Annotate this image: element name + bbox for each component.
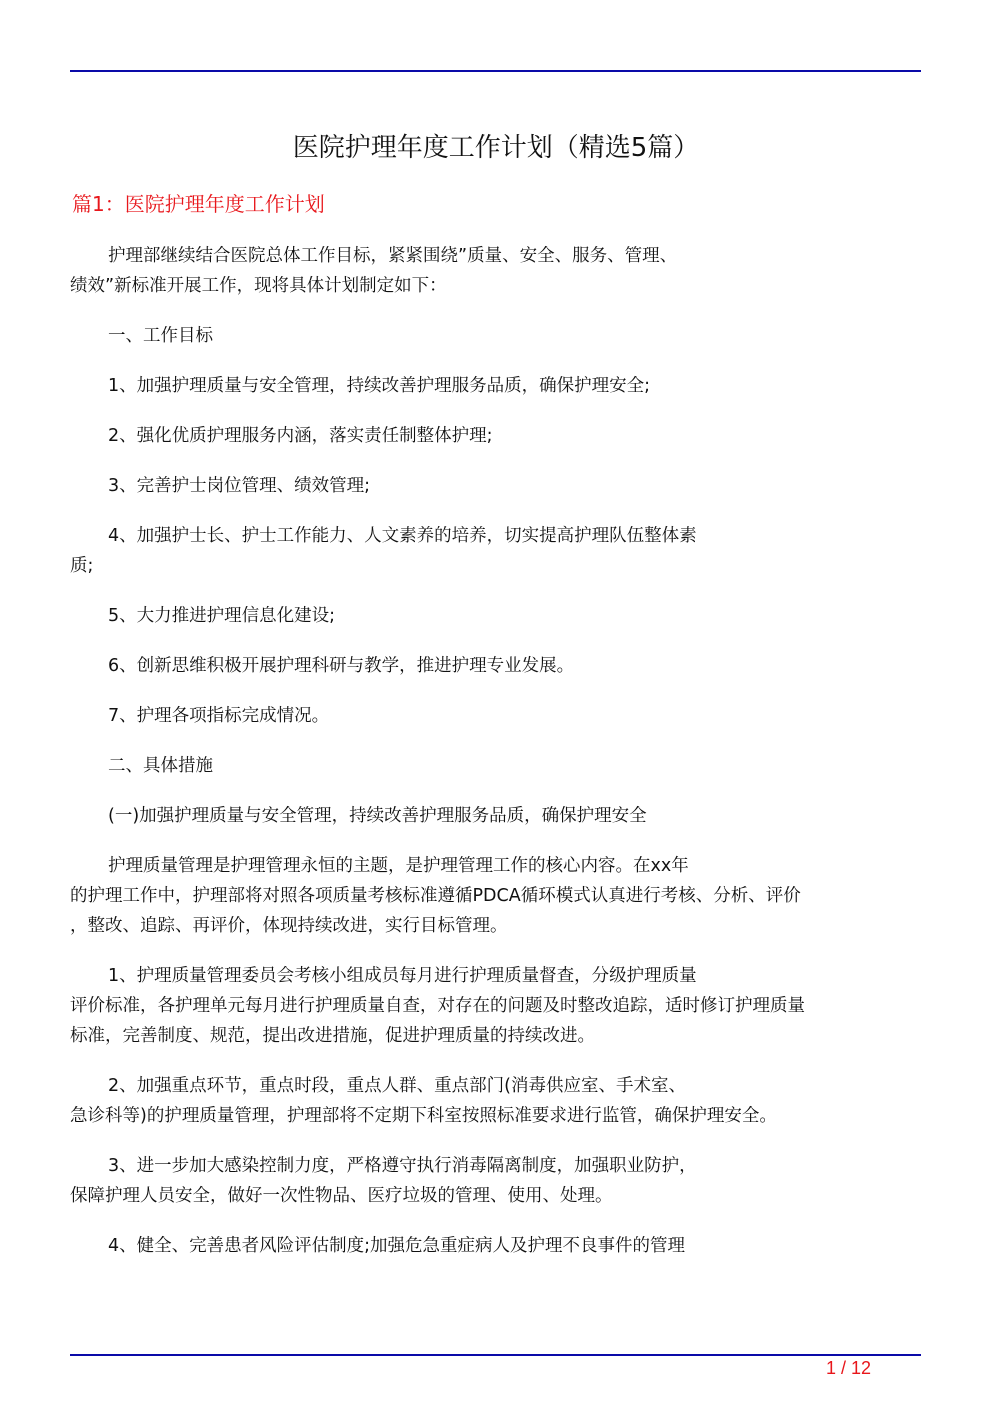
- paragraph-line: 5、大力推进护理信息化建设;: [108, 606, 336, 626]
- document-body: [70, 241, 921, 1281]
- paragraph-line: 2、强化优质护理服务内涵，落实责任制整体护理;: [108, 426, 493, 446]
- paragraph: [70, 961, 921, 1051]
- paragraph: [70, 851, 921, 941]
- paragraph-line: 护理部继续结合医院总体工作目标，紧紧围绕”质量、安全、服务、管理、: [108, 246, 678, 266]
- paragraph: [70, 241, 921, 301]
- paragraph: [70, 651, 921, 681]
- paragraph: [70, 1231, 921, 1261]
- paragraph-line: 4、加强护士长、护士工作能力、人文素养的培养，切实提高护理队伍整体素: [108, 526, 697, 546]
- paragraph-line: ，整改、追踪、再评价，体现持续改进，实行目标管理。: [70, 916, 508, 936]
- header-rule: [70, 70, 921, 72]
- paragraph-line: 4、健全、完善患者风险评估制度;加强危急重症病人及护理不良事件的管理: [108, 1236, 686, 1256]
- paragraph-line: 急诊科等)的护理质量管理，护理部将不定期下科室按照标准要求进行监管，确保护理安全。: [70, 1106, 777, 1126]
- paragraph-line: 1、加强护理质量与安全管理，持续改善护理服务品质，确保护理安全;: [108, 376, 651, 396]
- paragraph-line: 护理质量管理是护理管理永恒的主题，是护理管理工作的核心内容。在xx年: [108, 856, 689, 876]
- paragraph-line: 6、创新思维积极开展护理科研与教学，推进护理专业发展。: [108, 656, 575, 676]
- paragraph-line: 保障护理人员安全，做好一次性物品、医疗垃圾的管理、使用、处理。: [70, 1186, 613, 1206]
- paragraph-line: 1、护理质量管理委员会考核小组成员每月进行护理质量督查，分级护理质量: [108, 966, 697, 986]
- paragraph-line: 绩效”新标准开展工作，现将具体计划制定如下：: [70, 276, 447, 296]
- paragraph: [70, 371, 921, 401]
- section-heading: 篇1：医院护理年度工作计划: [72, 192, 325, 216]
- footer-rule: [70, 1354, 921, 1356]
- paragraph-line: 7、护理各项指标完成情况。: [108, 706, 330, 726]
- paragraph: [70, 1151, 921, 1211]
- paragraph: [70, 1071, 921, 1131]
- paragraph-line: 标准，完善制度、规范，提出改进措施，促进护理质量的持续改进。: [70, 1026, 595, 1046]
- paragraph: [70, 421, 921, 451]
- paragraph-line: 二、具体措施: [108, 756, 213, 776]
- paragraph-line: 3、完善护士岗位管理、绩效管理;: [108, 476, 371, 496]
- paragraph-line: 的护理工作中，护理部将对照各项质量考核标准遵循PDCA循环模式认真进行考核、分析、评价: [70, 886, 801, 906]
- document-title: 医院护理年度工作计划（精选5篇）: [292, 133, 700, 163]
- paragraph: [70, 701, 921, 731]
- paragraph: [70, 521, 921, 581]
- paragraph-line: 评价标准，各护理单元每月进行护理质量自查，对存在的问题及时整改追踪，适时修订护理质量: [70, 996, 805, 1016]
- paragraph: [70, 601, 921, 631]
- paragraph-line: 2、加强重点环节，重点时段，重点人群、重点部门(消毒供应室、手术室、: [108, 1076, 686, 1096]
- paragraph-line: (一)加强护理质量与安全管理，持续改善护理服务品质，确保护理安全: [108, 806, 647, 826]
- paragraph-line: 3、进一步加大感染控制力度，严格遵守执行消毒隔离制度，加强职业防护，: [108, 1156, 697, 1176]
- page-number: 1 / 12: [826, 1358, 872, 1378]
- paragraph: [70, 801, 921, 831]
- paragraph: [70, 321, 921, 351]
- paragraph-line: 质;: [70, 556, 94, 576]
- paragraph: [70, 751, 921, 781]
- paragraph-line: 一、工作目标: [108, 326, 213, 346]
- paragraph: [70, 471, 921, 501]
